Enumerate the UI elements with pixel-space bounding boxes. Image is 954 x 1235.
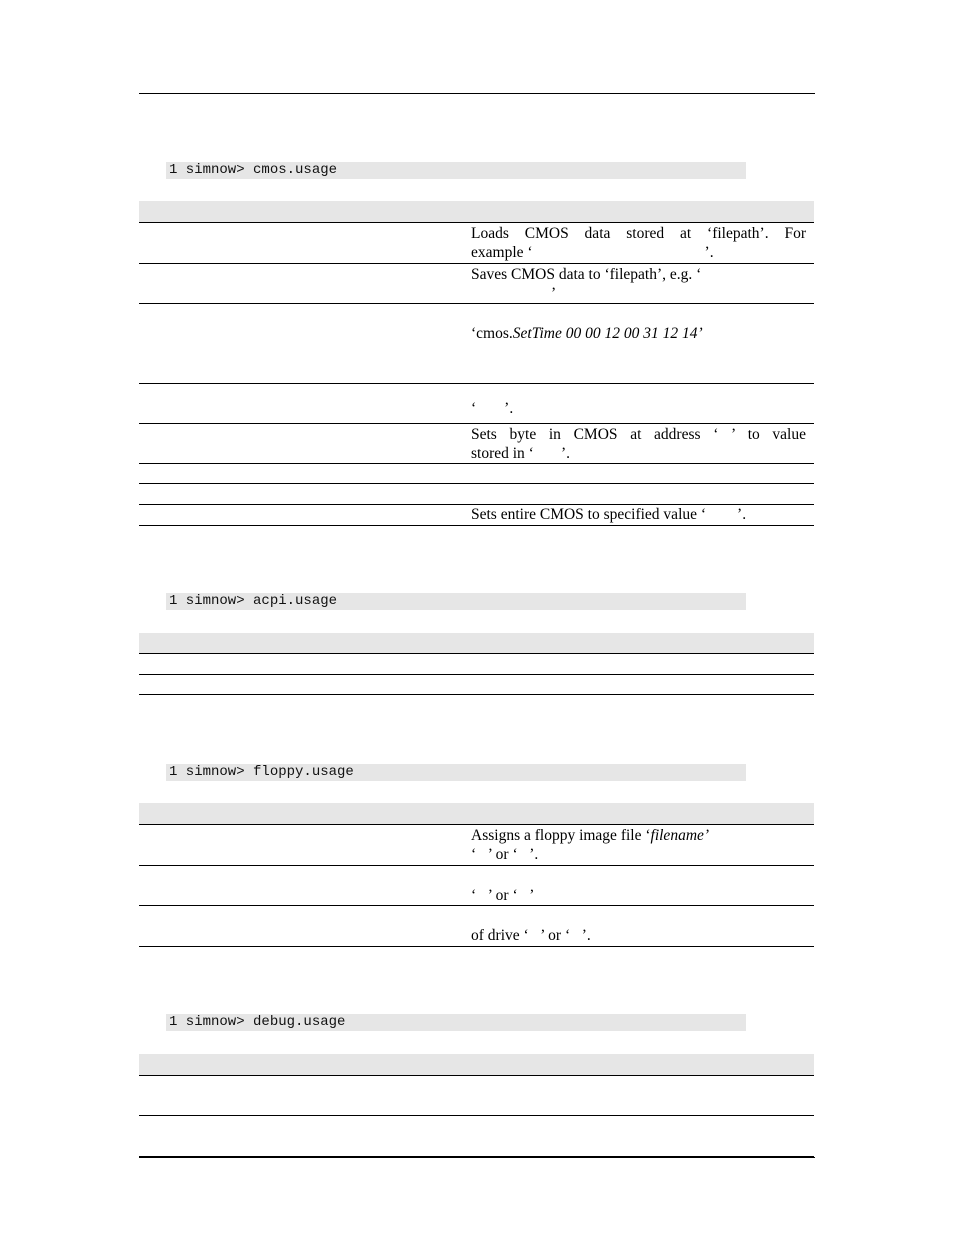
cmos-setall-description: Sets entire CMOS to specified value ‘ ’. bbox=[471, 506, 747, 523]
table-header bbox=[139, 1054, 814, 1076]
table-row bbox=[139, 264, 814, 304]
table-row bbox=[139, 1076, 814, 1116]
header-rule bbox=[139, 93, 815, 94]
cmos-row4-description: ‘ ’. bbox=[471, 400, 514, 417]
acpi-command-example: 1 simnow> acpi.usage bbox=[166, 593, 746, 610]
cmos-save-description: Saves CMOS data to ‘filepath’, e.g. ‘ ’ bbox=[471, 266, 702, 302]
cmos-settime-description: ‘cmos.SetTime 00 00 12 00 31 12 14’ bbox=[471, 325, 703, 342]
table-header bbox=[139, 633, 814, 654]
floppy-assign-description: Assigns a floppy image file ‘filename’ ‘ ’ or ‘ ’. bbox=[471, 827, 710, 863]
floppy-row3-description: of drive ‘ ’ or ‘ ’. bbox=[471, 927, 591, 944]
acpi-command-table bbox=[139, 633, 814, 695]
table-header bbox=[139, 803, 814, 825]
table-row bbox=[139, 654, 814, 675]
cmos-command-example: 1 simnow> cmos.usage bbox=[166, 162, 746, 179]
table-row bbox=[139, 484, 814, 505]
table-row bbox=[139, 866, 814, 906]
table-header bbox=[139, 201, 814, 223]
cmos-load-description: Loads CMOS data stored at ‘filepath’. For example ‘ ’. bbox=[471, 225, 806, 261]
table-row bbox=[139, 675, 814, 695]
floppy-command-example: 1 simnow> floppy.usage bbox=[166, 764, 746, 781]
table-row bbox=[139, 906, 814, 947]
debug-command-table bbox=[139, 1054, 814, 1157]
table-row bbox=[139, 1116, 814, 1157]
debug-command-example: 1 simnow> debug.usage bbox=[166, 1014, 746, 1031]
table-row bbox=[139, 505, 814, 526]
cmos-setbyte-description: Sets byte in CMOS at address ‘ ’ to value stored in ‘ ’. bbox=[471, 426, 806, 462]
table-row bbox=[139, 464, 814, 484]
table-row bbox=[139, 825, 814, 866]
table-row bbox=[139, 384, 814, 424]
cmos-command-table bbox=[139, 201, 814, 526]
floppy-row2-description: ‘ ’ or ‘ ’ bbox=[471, 887, 535, 904]
floppy-command-table bbox=[139, 803, 814, 947]
table-row bbox=[139, 424, 814, 464]
table-row bbox=[139, 223, 814, 264]
footer-rule bbox=[139, 1157, 815, 1158]
table-row bbox=[139, 304, 814, 384]
